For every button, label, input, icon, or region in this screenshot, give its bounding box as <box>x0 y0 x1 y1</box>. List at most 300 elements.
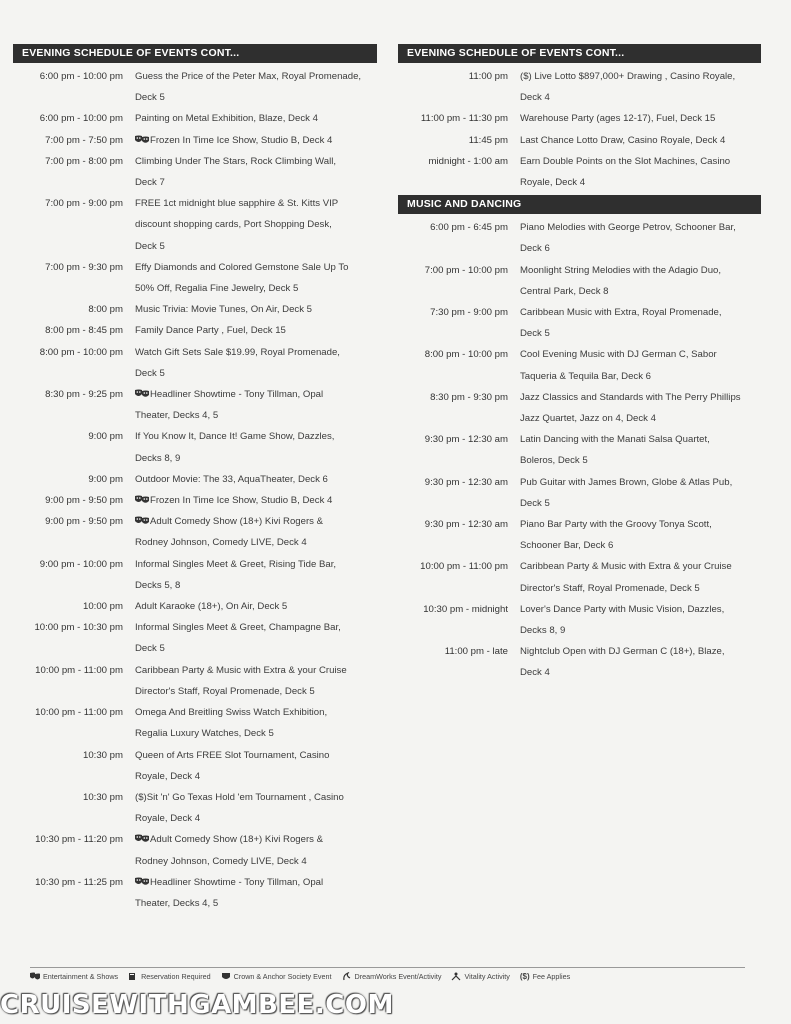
event-description <box>520 408 761 429</box>
event-time-spacer <box>13 214 135 235</box>
event-row <box>13 87 377 108</box>
event-description <box>135 490 377 511</box>
event-row <box>398 238 761 259</box>
event-description <box>135 723 377 744</box>
reservation-icon <box>128 972 138 981</box>
event-line-text: Rodney Johnson, Comedy LIVE, Deck 4 <box>135 855 307 867</box>
event-description <box>135 342 377 363</box>
left-events-list <box>13 66 377 914</box>
masks-icon <box>135 877 149 886</box>
event-row <box>13 66 377 87</box>
event-description <box>520 620 761 641</box>
event-row <box>13 426 377 447</box>
event-description <box>135 448 377 469</box>
masks-icon <box>135 516 149 525</box>
event-row <box>398 366 761 387</box>
event-time-spacer <box>13 575 135 596</box>
event-description <box>520 217 761 238</box>
event-time: 7:00 pm - 10:00 pm <box>424 264 508 276</box>
event-row <box>398 535 761 556</box>
event-row <box>398 472 761 493</box>
event-row <box>13 257 377 278</box>
event-description <box>135 87 377 108</box>
event-description <box>520 323 761 344</box>
event-description <box>135 575 377 596</box>
event-description <box>135 851 377 872</box>
event-description <box>520 151 761 172</box>
event-time: 8:00 pm - 10:00 pm <box>424 349 508 361</box>
event-line-text: Theater, Decks 4, 5 <box>135 410 219 422</box>
event-description <box>135 617 377 638</box>
event-row <box>13 490 377 511</box>
event-row <box>13 829 377 850</box>
legend-label: Fee Applies <box>532 972 571 981</box>
event-time-spacer <box>13 236 135 257</box>
event-time: midnight - 1:00 am <box>428 155 508 167</box>
event-time: 10:30 pm <box>82 791 123 803</box>
event-description <box>520 302 761 323</box>
event-row <box>398 429 761 450</box>
event-row <box>13 723 377 744</box>
event-description <box>135 766 377 787</box>
event-description <box>135 893 377 914</box>
section-header-evening-right: EVENING SCHEDULE OF EVENTS CONT... <box>398 44 761 63</box>
event-description <box>135 214 377 235</box>
event-line-text: Informal Singles Meet & Greet, Rising Tide Bar, <box>135 558 337 570</box>
event-row <box>13 236 377 257</box>
event-time-spacer <box>13 448 135 469</box>
event-line-text: Outdoor Movie: The 33, AquaTheater, Deck 6 <box>135 473 328 485</box>
event-line-text: Informal Singles Meet & Greet, Champagne Bar, <box>135 622 341 634</box>
event-time-spacer <box>398 172 520 193</box>
event-description <box>135 638 377 659</box>
legend-item-vitality <box>451 972 509 981</box>
event-description <box>520 578 761 599</box>
event-line-text: Caribbean Music with Extra, Royal Promenade, <box>520 307 722 319</box>
event-description <box>520 429 761 450</box>
event-line-text: Latin Dancing with the Manati Salsa Quartet, <box>520 434 710 446</box>
event-line-text: Earn Double Points on the Slot Machines, Casino <box>520 155 731 167</box>
event-description <box>135 193 377 214</box>
event-time: 10:00 pm <box>82 601 123 613</box>
event-description <box>135 808 377 829</box>
event-time-spacer <box>398 238 520 259</box>
event-time-spacer <box>398 408 520 429</box>
event-row <box>398 87 761 108</box>
event-line-text: Music Trivia: Movie Tunes, On Air, Deck 5 <box>135 304 313 316</box>
event-row <box>398 493 761 514</box>
event-description <box>520 450 761 471</box>
event-line-text: Deck 5 <box>520 328 550 340</box>
event-line-text: Caribbean Party & Music with Extra & your Cruise <box>520 561 732 573</box>
event-description <box>135 872 377 893</box>
event-description <box>520 556 761 577</box>
event-line-text: Piano Melodies with George Petrov, Schooner Bar, <box>520 222 736 234</box>
event-row <box>13 193 377 214</box>
vitality-icon <box>451 972 461 981</box>
event-line-text: Director's Staff, Royal Promenade, Deck 5 <box>135 685 315 697</box>
event-time-spacer <box>398 87 520 108</box>
event-line-text: Rodney Johnson, Comedy LIVE, Deck 4 <box>135 537 307 549</box>
event-description <box>520 344 761 365</box>
event-line-text: Omega And Breitling Swiss Watch Exhibition, <box>135 707 328 719</box>
event-line-text: Adult Karaoke (18+), On Air, Deck 5 <box>135 601 288 613</box>
masks-icon <box>135 834 149 843</box>
event-description <box>135 405 377 426</box>
legend-label: Vitality Activity <box>464 972 510 981</box>
event-line-text: Central Park, Deck 8 <box>520 285 609 297</box>
event-row <box>398 514 761 535</box>
event-row <box>13 787 377 808</box>
event-description <box>135 787 377 808</box>
event-description <box>135 829 377 850</box>
event-line-text: discount shopping cards, Port Shopping Desk, <box>135 219 332 231</box>
event-row <box>13 532 377 553</box>
event-time-spacer <box>13 893 135 914</box>
event-time-spacer <box>13 766 135 787</box>
event-row <box>13 151 377 172</box>
event-row <box>398 172 761 193</box>
event-line-text: Deck 5 <box>135 367 165 379</box>
event-time-spacer <box>13 278 135 299</box>
left-column <box>13 44 377 914</box>
fee-icon: ($) <box>519 972 530 981</box>
event-row <box>13 299 377 320</box>
event-description <box>135 236 377 257</box>
event-time: 7:00 pm - 9:00 pm <box>45 198 123 210</box>
event-time-spacer <box>13 851 135 872</box>
event-line-text: Schooner Bar, Deck 6 <box>520 540 614 552</box>
event-row <box>13 554 377 575</box>
event-time: 9:00 pm - 10:00 pm <box>39 558 123 570</box>
event-row <box>13 384 377 405</box>
event-line-text: Deck 5 <box>520 497 550 509</box>
event-time-spacer <box>398 662 520 683</box>
event-line-text: Royale, Deck 4 <box>135 813 201 825</box>
event-time: 11:00 pm - late <box>444 646 508 658</box>
event-row <box>13 596 377 617</box>
event-description <box>135 426 377 447</box>
event-time: 10:00 pm - 11:00 pm <box>420 561 508 573</box>
event-time: 11:00 pm - 11:30 pm <box>420 113 508 125</box>
event-time: 9:00 pm - 9:50 pm <box>45 495 123 507</box>
event-description <box>135 511 377 532</box>
event-row <box>13 893 377 914</box>
masks-icon <box>30 972 40 981</box>
legend-item-fee <box>520 972 570 981</box>
event-time: 7:00 pm - 7:50 pm <box>45 134 123 146</box>
event-time: 10:00 pm - 11:00 pm <box>35 664 123 676</box>
section-header-music: MUSIC AND DANCING <box>398 195 761 214</box>
event-time: 8:00 pm - 10:00 pm <box>39 346 123 358</box>
event-time-spacer <box>398 323 520 344</box>
event-line-text: Deck 4 <box>520 667 550 679</box>
event-time-spacer <box>398 493 520 514</box>
event-description <box>135 257 377 278</box>
event-time: 9:00 pm <box>88 431 123 443</box>
event-description <box>135 702 377 723</box>
event-description <box>135 596 377 617</box>
masks-icon <box>135 135 149 144</box>
event-time-spacer <box>398 578 520 599</box>
event-line-text: Cool Evening Music with DJ German C, Sabor <box>520 349 717 361</box>
event-description <box>520 535 761 556</box>
event-line-text: Regalia Luxury Watches, Deck 5 <box>135 728 274 740</box>
event-row <box>13 342 377 363</box>
event-description <box>520 366 761 387</box>
event-description <box>520 387 761 408</box>
event-time-spacer <box>13 87 135 108</box>
event-line-text: Decks 8, 9 <box>520 625 566 637</box>
section-header-evening-left: EVENING SCHEDULE OF EVENTS CONT... <box>13 44 377 63</box>
event-line-text: Guess the Price of the Peter Max, Royal Promenade, <box>135 71 362 82</box>
event-description <box>135 151 377 172</box>
event-line-text: Deck 5 <box>135 240 165 252</box>
event-line-text: Caribbean Party & Music with Extra & your Cruise <box>135 664 347 676</box>
event-line-text: Deck 6 <box>520 243 550 255</box>
event-line-text: Frozen In Time Ice Show, Studio B, Deck 4 <box>150 134 333 146</box>
event-line-text: FREE 1ct midnight blue sapphire & St. Kitts VIP <box>135 198 339 210</box>
legend-bar <box>30 967 745 981</box>
event-description <box>135 363 377 384</box>
event-line-text: Headliner Showtime - Tony Tillman, Opal <box>150 876 324 888</box>
event-description <box>520 130 761 151</box>
event-line-text: ($) Live Lotto $897,000+ Drawing , Casino Royale, <box>520 71 736 82</box>
event-description <box>135 108 377 129</box>
event-row <box>13 405 377 426</box>
event-description <box>520 172 761 193</box>
event-time: 6:00 pm - 10:00 pm <box>39 113 123 125</box>
event-row <box>398 302 761 323</box>
event-line-text: Adult Comedy Show (18+) Kivi Rogers & <box>150 516 324 528</box>
event-description <box>520 281 761 302</box>
masks-icon <box>135 495 149 504</box>
event-line-text: Deck 5 <box>135 92 165 104</box>
right-events-list <box>398 66 761 193</box>
event-row <box>13 320 377 341</box>
event-description <box>520 472 761 493</box>
event-row <box>398 599 761 620</box>
event-description <box>135 532 377 553</box>
event-line-text: Jazz Classics and Standards with The Perry Phillips <box>520 391 741 403</box>
event-line-text: Painting on Metal Exhibition, Blaze, Deck 4 <box>135 113 318 125</box>
event-row <box>398 662 761 683</box>
event-time: 10:30 pm <box>82 749 123 761</box>
event-line-text: 50% Off, Regalia Fine Jewelry, Deck 5 <box>135 283 299 295</box>
event-row <box>398 344 761 365</box>
legend-label: Reservation Required <box>141 972 211 981</box>
event-row <box>398 556 761 577</box>
event-row <box>13 363 377 384</box>
event-description <box>520 641 761 662</box>
event-row <box>13 130 377 151</box>
event-description <box>135 384 377 405</box>
event-line-text: Decks 8, 9 <box>135 452 181 464</box>
event-line-text: Jazz Quartet, Jazz on 4, Deck 4 <box>520 413 656 425</box>
event-description <box>520 108 761 129</box>
event-line-text: Nightclub Open with DJ German C (18+), Blaze, <box>520 646 725 658</box>
legend-item-dreamworks <box>342 972 442 981</box>
event-description <box>520 238 761 259</box>
event-row <box>13 766 377 787</box>
event-time: 10:00 pm - 10:30 pm <box>34 622 123 634</box>
event-time: 11:45 pm <box>468 134 508 146</box>
event-row <box>398 620 761 641</box>
event-time-spacer <box>13 363 135 384</box>
event-time-spacer <box>398 450 520 471</box>
event-row <box>13 660 377 681</box>
event-line-text: Piano Bar Party with the Groovy Tonya Scott, <box>520 519 712 531</box>
event-row <box>398 130 761 151</box>
legend-item-reservation <box>128 972 211 981</box>
event-row <box>13 511 377 532</box>
event-description <box>520 599 761 620</box>
event-line-text: Deck 7 <box>135 177 165 189</box>
event-time: 7:00 pm - 9:30 pm <box>45 261 123 273</box>
event-row <box>13 702 377 723</box>
event-description <box>520 66 761 87</box>
event-line-text: Lover's Dance Party with Music Vision, Dazzles, <box>520 603 725 615</box>
event-row <box>398 217 761 238</box>
event-time-spacer <box>13 532 135 553</box>
legend-label: Entertainment & Shows <box>43 972 119 981</box>
event-time-spacer <box>398 281 520 302</box>
event-row <box>398 450 761 471</box>
event-description <box>135 278 377 299</box>
event-row <box>13 617 377 638</box>
event-row <box>398 323 761 344</box>
event-row <box>13 745 377 766</box>
event-line-text: Climbing Under The Stars, Rock Climbing Wall, <box>135 155 336 167</box>
event-line-text: Watch Gift Sets Sale $19.99, Royal Promenade, <box>135 346 340 358</box>
dreamworks-icon <box>342 972 352 981</box>
event-description <box>135 66 377 87</box>
event-time: 10:30 pm - 11:25 pm <box>35 876 123 888</box>
event-time: 9:30 pm - 12:30 am <box>424 519 508 531</box>
event-time-spacer <box>13 638 135 659</box>
event-time-spacer <box>398 535 520 556</box>
event-time: 7:00 pm - 8:00 pm <box>45 155 123 167</box>
event-description <box>135 660 377 681</box>
event-time: 9:00 pm <box>88 473 123 485</box>
event-time: 7:30 pm - 9:00 pm <box>430 307 508 319</box>
event-time: 6:00 pm - 10:00 pm <box>39 71 123 82</box>
event-row <box>13 278 377 299</box>
event-time-spacer <box>13 681 135 702</box>
event-line-text: Royale, Deck 4 <box>135 770 201 782</box>
event-time: 8:00 pm <box>88 304 123 316</box>
event-time: 9:00 pm - 9:50 pm <box>45 516 123 528</box>
legend-item-entertainment <box>30 972 118 981</box>
event-time: 10:30 pm - 11:20 pm <box>35 834 123 846</box>
event-row <box>398 641 761 662</box>
event-line-text: Last Chance Lotto Draw, Casino Royale, Deck 4 <box>520 134 726 146</box>
event-line-text: Queen of Arts FREE Slot Tournament, Casino <box>135 749 330 761</box>
event-row <box>13 872 377 893</box>
event-time: 8:30 pm - 9:25 pm <box>45 389 123 401</box>
event-row <box>13 851 377 872</box>
event-line-text: Taqueria & Tequila Bar, Deck 6 <box>520 370 652 382</box>
event-time-spacer <box>398 366 520 387</box>
event-line-text: If You Know It, Dance It! Game Show, Dazzles, <box>135 431 335 443</box>
event-line-text: Moonlight String Melodies with the Adagio Duo, <box>520 264 722 276</box>
right-column <box>398 44 761 684</box>
event-description <box>135 681 377 702</box>
event-time: 10:00 pm - 11:00 pm <box>35 707 123 719</box>
event-time-spacer <box>398 620 520 641</box>
event-description <box>135 745 377 766</box>
event-row <box>398 108 761 129</box>
legend-label: Crown & Anchor Society Event <box>233 972 332 981</box>
event-row <box>398 281 761 302</box>
event-row <box>13 808 377 829</box>
event-row <box>13 681 377 702</box>
event-line-text: Royale, Deck 4 <box>520 177 586 189</box>
event-time: 9:30 pm - 12:30 am <box>424 434 508 446</box>
event-row <box>398 260 761 281</box>
event-description <box>135 554 377 575</box>
event-line-text: Adult Comedy Show (18+) Kivi Rogers & <box>150 834 324 846</box>
event-time: 11:00 pm <box>468 71 508 82</box>
event-row <box>13 214 377 235</box>
event-description <box>520 493 761 514</box>
event-time: 6:00 pm - 6:45 pm <box>430 222 508 234</box>
event-row <box>13 469 377 490</box>
event-line-text: Family Dance Party , Fuel, Deck 15 <box>135 325 286 337</box>
event-row <box>13 575 377 596</box>
event-description <box>520 260 761 281</box>
event-row <box>398 66 761 87</box>
event-time: 10:30 pm - midnight <box>423 603 508 615</box>
event-line-text: Headliner Showtime - Tony Tillman, Opal <box>150 389 324 401</box>
event-row <box>13 638 377 659</box>
event-row <box>398 387 761 408</box>
event-row <box>398 408 761 429</box>
event-line-text: Boleros, Deck 5 <box>520 455 588 467</box>
event-time-spacer <box>13 405 135 426</box>
event-description <box>135 130 377 151</box>
legend-label: DreamWorks Event/Activity <box>354 972 442 981</box>
event-line-text: Effy Diamonds and Colored Gemstone Sale Up To <box>135 261 349 273</box>
event-time: 8:30 pm - 9:30 pm <box>430 391 508 403</box>
event-line-text: Warehouse Party (ages 12-17), Fuel, Deck 15 <box>520 113 716 125</box>
event-description <box>135 172 377 193</box>
event-row <box>13 448 377 469</box>
event-line-text: Deck 5 <box>135 643 165 655</box>
event-line-text: Theater, Decks 4, 5 <box>135 897 219 909</box>
event-description <box>520 87 761 108</box>
event-line-text: Deck 4 <box>520 92 550 104</box>
event-description <box>520 514 761 535</box>
event-time-spacer <box>13 172 135 193</box>
event-description <box>135 469 377 490</box>
event-line-text: Decks 5, 8 <box>135 579 181 591</box>
event-description <box>520 662 761 683</box>
watermark: CRUISEWITHGAMBEE.COM <box>0 990 394 1020</box>
event-description <box>135 299 377 320</box>
event-row <box>13 172 377 193</box>
crown-anchor-icon <box>221 972 231 981</box>
event-time: 8:00 pm - 8:45 pm <box>45 325 123 337</box>
event-row <box>398 151 761 172</box>
event-description <box>135 320 377 341</box>
event-row <box>398 578 761 599</box>
music-events-list <box>398 217 761 683</box>
event-line-text: ($)Sit 'n' Go Texas Hold 'em Tournament , Casino <box>135 791 344 803</box>
event-time: 9:30 pm - 12:30 am <box>424 476 508 488</box>
legend-item-crown-anchor <box>221 972 332 981</box>
event-line-text: Frozen In Time Ice Show, Studio B, Deck 4 <box>150 495 333 507</box>
